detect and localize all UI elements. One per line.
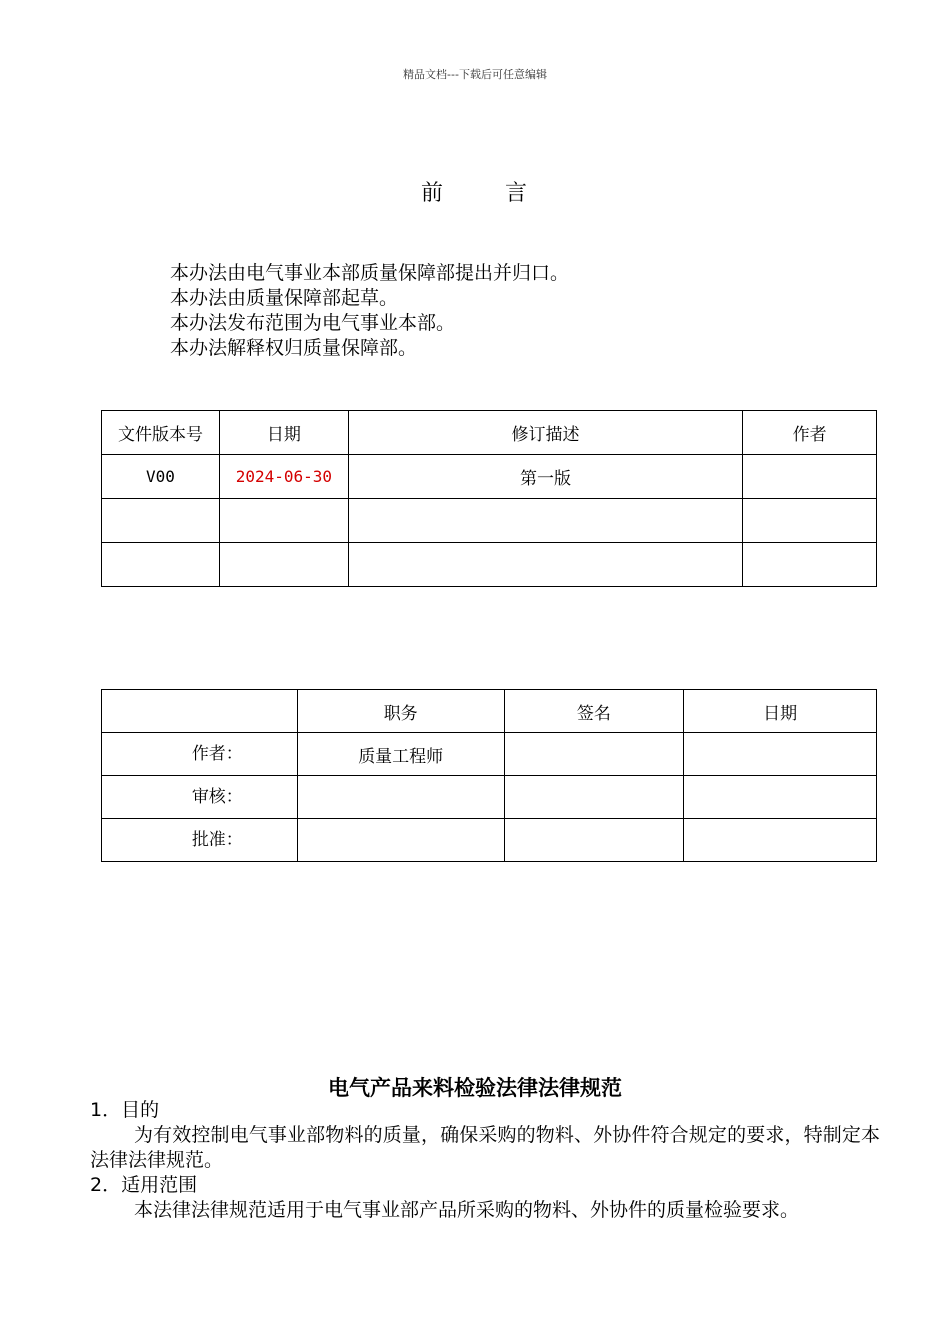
section-text: 本法律法律规范适用于电气事业部产品所采购的物料、外协件的质量检验要求。 <box>134 1199 800 1221</box>
cell-signature <box>504 733 684 776</box>
document-title: 电气产品来料检验法律法律规范 <box>328 1076 622 1100</box>
cell-date <box>219 543 348 587</box>
cell-author <box>743 455 877 499</box>
cell-description <box>348 499 742 543</box>
preface-title-right: 言 <box>505 181 530 206</box>
cell-description: 第一版 <box>348 455 742 499</box>
header-version: 文件版本号 <box>102 411 220 455</box>
preface-line: 本办法发布范围为电气事业本部。 <box>170 312 456 334</box>
cell-position: 质量工程师 <box>297 733 504 776</box>
revision-header-row <box>102 411 877 455</box>
cell-author <box>743 543 877 587</box>
preface-title-left: 前 <box>420 181 445 206</box>
table-row <box>102 543 877 587</box>
cell-signature <box>504 776 684 819</box>
header-date: 日期 <box>684 690 877 733</box>
cell-date <box>684 776 877 819</box>
header-date: 日期 <box>219 411 348 455</box>
section-heading: 1．目的 <box>90 1099 160 1121</box>
cell-version <box>102 499 220 543</box>
cell-version: V00 <box>102 455 220 499</box>
table-row <box>102 776 877 819</box>
preface-title <box>0 176 950 207</box>
section-heading: 2．适用范围 <box>90 1174 198 1196</box>
cell-date <box>684 733 877 776</box>
cell-date <box>219 499 348 543</box>
cell-author <box>743 499 877 543</box>
header-author: 作者 <box>743 411 877 455</box>
table-row <box>102 455 877 499</box>
cell-position <box>297 819 504 862</box>
preface-line: 本办法由质量保障部起草。 <box>170 287 399 309</box>
header-blank <box>102 690 298 733</box>
preface-line: 本办法由电气事业本部质量保障部提出并归口。 <box>170 262 570 284</box>
header-description: 修订描述 <box>348 411 742 455</box>
header-position: 职务 <box>297 690 504 733</box>
cell-date: 2024-06-30 <box>219 455 348 499</box>
cell-position <box>297 776 504 819</box>
cell-role: 审核： <box>102 776 298 819</box>
cell-date <box>684 819 877 862</box>
signoff-table <box>101 689 877 862</box>
section-text: 为有效控制电气事业部物料的质量，确保采购的物料、外协件符合规定的要求，特制定本法律法律规范。 <box>90 1124 880 1171</box>
preface-line: 本办法解释权归质量保障部。 <box>170 337 418 359</box>
revision-table <box>101 410 877 587</box>
cell-signature <box>504 819 684 862</box>
cell-description <box>348 543 742 587</box>
body-sections <box>90 1098 880 1223</box>
cell-role: 批准： <box>102 819 298 862</box>
signoff-header-row <box>102 690 877 733</box>
cell-role: 作者： <box>102 733 298 776</box>
cell-version <box>102 543 220 587</box>
header-note: 精品文档---下载后可任意编辑 <box>403 68 547 81</box>
table-row <box>102 733 877 776</box>
header-signature: 签名 <box>504 690 684 733</box>
table-row <box>102 499 877 543</box>
table-row <box>102 819 877 862</box>
preface-lines <box>170 261 569 361</box>
